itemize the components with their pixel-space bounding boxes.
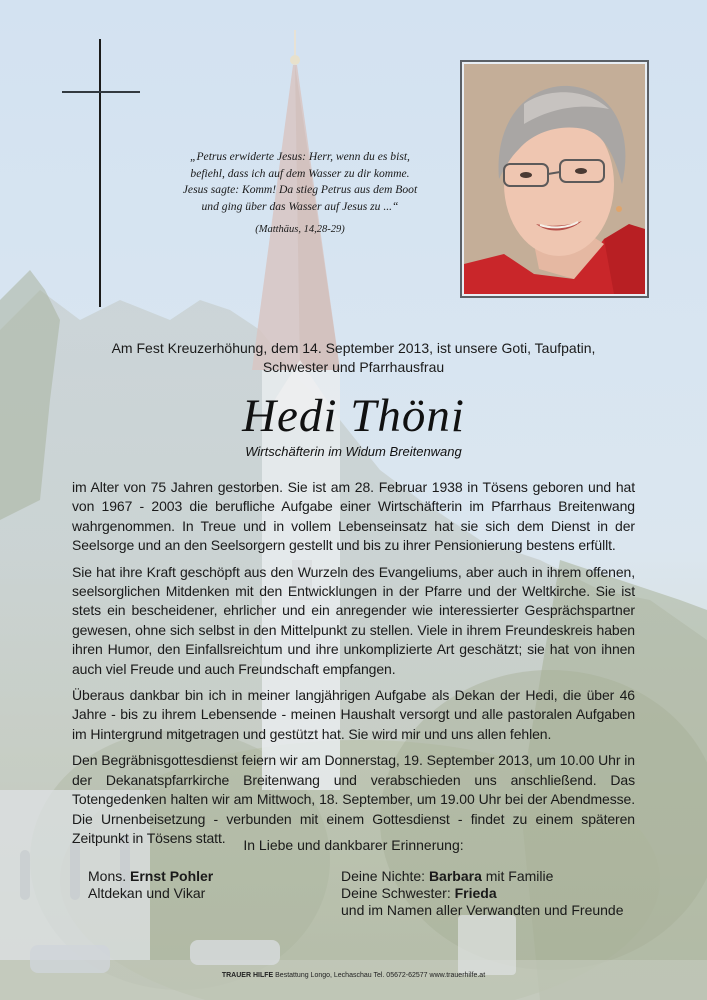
cross-icon-vertical [99,39,101,307]
signatory-prefix: Mons. [88,868,131,884]
bible-quote [150,149,450,239]
footer-contact: Bestattung Longo, Lechaschau Tel. 05672-62577 www.trauerhilfe.at [273,972,486,979]
sister-prefix: Deine Schwester: [341,885,455,901]
signatory-name: Ernst Pohler [130,868,214,884]
body-paragraph: Überaus dankbar bin ich in meiner langjährigen Aufgabe als Dekan der Hedi, die über 46 Jahre - bis zu ihrem Lebensende - meinen Haushalt versorgt und alle pastoralen Aufgaben im Hintergrund mitgetragen und gestützt hat. Sie wird mir und uns allen fehlen. [72,687,635,742]
cross-icon-horizontal [62,91,140,93]
niece-prefix: Deine Nichte: [341,868,429,884]
niece-name: Barbara [428,868,482,884]
intro-announcement [60,339,647,377]
signatory-title: Altdekan und Vikar [88,885,206,901]
quote-line: „Petrus erwiderte Jesus: Herr, wenn du es bist, [190,150,410,163]
relatives-line: und im Namen aller Verwandten und Freunde [341,902,624,918]
remembrance-line: In Liebe und dankbarer Erinnerung: [243,837,464,853]
quote-line: Jesus sagte: Komm! Da stieg Petrus aus dem Boot [182,183,418,196]
funeral-home-footer [0,971,707,981]
body-paragraph: Den Begräbnisgottesdienst feiern wir am Donnerstag, 19. September 2013, um 10.00 Uhr in der Dekanatspfarrkirche Breitenwang und verabschieden uns anschließend. Das Totengedenken halten wir am Mittwoch, 18. September, um 19.00 Uhr bei der Abendmesse. Die Urnenbeisetzung - verbunden mit einem Gottesdienst - findet zu einem späteren Zeitpunkt in Tösens statt. [72,752,635,846]
body-paragraph: Sie hat ihre Kraft geschöpft aus den Wurzeln des Evangeliums, aber auch in ihrem offenen, seelsorglichen Mitdenken mit den Entwicklungen in der Pfarre und der Weltkirche. Sie ist stets ein bescheidener, ehrlicher und ein anregender wie interessierter Gesprächspartner gewesen, ohne sich selbst in den Mittelpunkt zu stellen. Viele in ihrem Freundeskreis haben ihren Humor, den Einfallsreichtum und ihre unkomplizierte Art geschätzt; sie hat von ihnen auch viel Freude und auch Freundschaft empfangen. [72,563,635,677]
deceased-name: Hedi Thöni [242,390,465,442]
signature-right [341,868,661,919]
intro-line: Schwester und Pfarrhausfrau [262,359,445,375]
portrait-photo [464,64,645,294]
portrait-frame [460,60,649,298]
signatory-name-line [88,868,308,885]
portrait-illustration [464,64,645,294]
footer-brand: TRAUER HILFE [221,972,274,979]
quote-reference: (Matthäus, 14,28-29) [255,224,345,235]
deceased-role: Wirtschäfterin im Widum Breitenwang [245,444,462,459]
sister-name: Frieda [454,885,497,901]
niece-line [341,868,661,885]
body-paragraph: im Alter von 75 Jahren gestorben. Sie ist am 28. Februar 1938 in Tösens geboren und hat von 1967 - 2003 die berufliche Aufgabe einer Wirtschäfterin im Pfarrhaus Breitenwang wahrgenommen. In Treue und in vollem Lebenseinsatz hat sie sich dem Dienst in der Seelsorge und an den Seelsorgern gestellt und bis zu ihrer Pensionierung bestens erfüllt. [72,479,635,554]
quote-line: befiehl, dass ich auf dem Wasser zu dir komme. [190,166,410,180]
sister-line [341,885,661,902]
quote-line: und ging über das Wasser auf Jesus zu ...“ [201,199,399,213]
signature-left [88,868,308,902]
niece-suffix: mit Familie [481,868,554,884]
intro-line: Am Fest Kreuzerhöhung, dem 14. September 2013, ist unsere Goti, Taufpatin, [111,340,596,356]
obituary-body [72,478,635,855]
